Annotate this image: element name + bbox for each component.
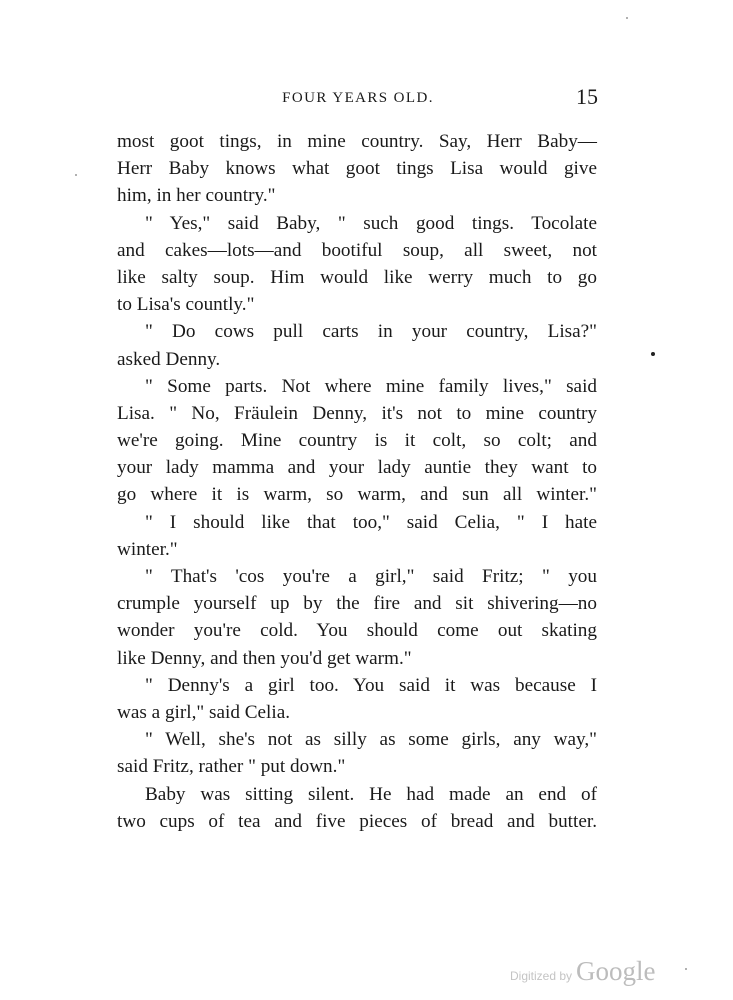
running-title: FOUR YEARS OLD.	[282, 90, 434, 106]
text-line: crumple yourself up by the fire and sit shivering—no	[117, 593, 597, 615]
text-line: and cakes—lots—and bootiful soup, all sweet, not	[117, 239, 597, 261]
text-line: your lady mamma and your lady auntie they want to	[117, 457, 597, 479]
text-line: go where it is warm, so warm, and sun all winter."	[117, 484, 597, 506]
text-line: " Well, she's not as silly as some girls, any way,"	[145, 729, 597, 751]
text-line: said Fritz, rather " put down."	[117, 756, 346, 778]
body-text	[117, 128, 597, 835]
text-line: wonder you're cold. You should come out skating	[117, 620, 597, 642]
scan-speck	[75, 174, 77, 176]
text-line: was a girl," said Celia.	[117, 701, 291, 723]
scan-speck	[626, 17, 628, 19]
text-line: Lisa. " No, Fräulein Denny, it's not to mine country	[117, 402, 597, 424]
page-header	[118, 84, 598, 114]
text-line: Baby was sitting silent. He had made an end of	[145, 783, 597, 805]
text-line: most goot tings, in mine country. Say, Herr Baby—	[117, 131, 597, 152]
text-line: winter."	[117, 538, 178, 560]
scan-speck	[685, 968, 687, 970]
text-line: him, in her country."	[117, 185, 276, 207]
digitized-label: Digitized by	[510, 969, 573, 983]
text-line: " That's 'cos you're a girl," said Fritz; " you	[145, 566, 597, 587]
text-line: we're going. Mine country is it colt, so colt; and	[117, 430, 597, 452]
scan-speck	[651, 352, 655, 356]
page-number: 15	[576, 84, 598, 109]
google-logo: Google	[576, 956, 656, 986]
text-line: two cups of tea and five pieces of bread and butter.	[117, 810, 597, 832]
text-line: like Denny, and then you'd get warm."	[117, 647, 412, 669]
text-line: to Lisa's countly."	[117, 294, 255, 316]
text-line: asked Denny.	[117, 348, 221, 370]
text-line: " Do cows pull carts in your country, Lisa?"	[145, 321, 597, 343]
digitized-watermark	[510, 956, 656, 987]
text-line: " Yes," said Baby, " such good tings. Tocolate	[145, 212, 597, 234]
text-line: " I should like that too," said Celia, " I hate	[145, 511, 597, 533]
text-line: Herr Baby knows what goot tings Lisa would give	[117, 158, 597, 180]
text-line: " Some parts. Not where mine family lives," said	[145, 375, 597, 397]
text-line: " Denny's a girl too. You said it was because I	[145, 674, 597, 696]
text-line: like salty soup. Him would like werry much to go	[117, 266, 597, 288]
